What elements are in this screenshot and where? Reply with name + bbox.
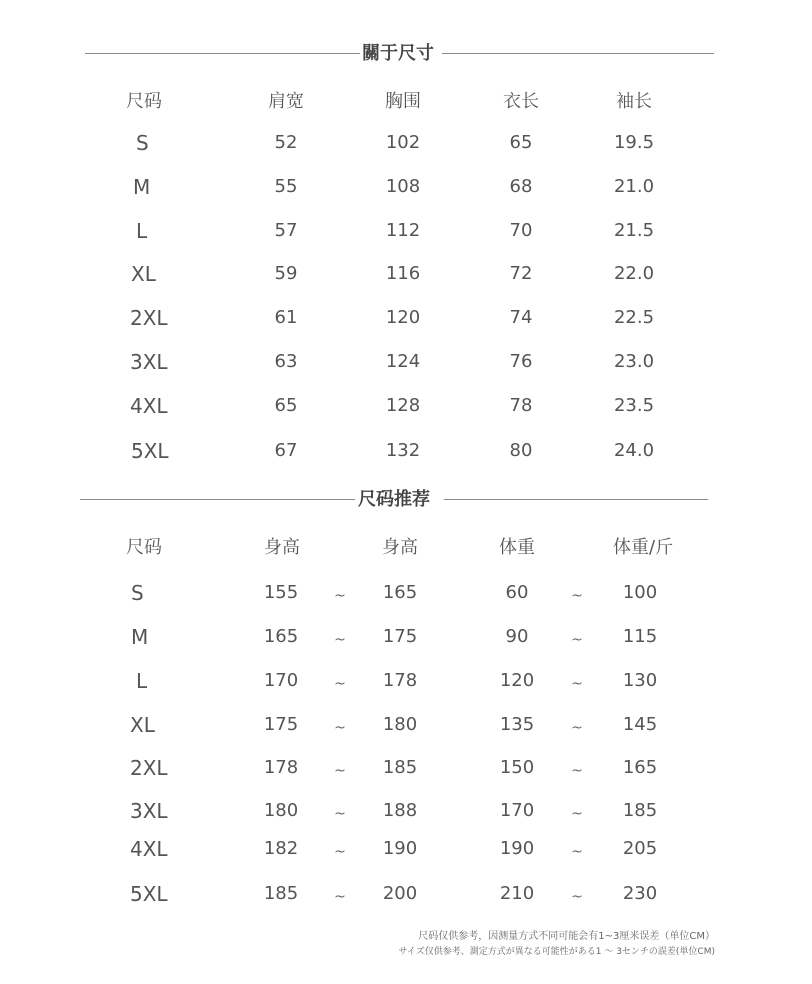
column-header: 体重/斤 [613,537,674,558]
measurement-cell: 22.0 [613,263,655,284]
height-cell: 188 [382,800,418,821]
height-cell: 165 [382,582,418,603]
height-cell: 175 [382,626,418,647]
size-label: 5XL [130,882,168,906]
title-rule-right [442,53,714,54]
measurement-cell: 70 [509,220,533,241]
height-cell: 182 [263,838,299,859]
measurement-cell: 57 [274,220,298,241]
measurement-cell: 124 [385,351,421,372]
title-rule-left [85,53,360,54]
measurement-cell: 65 [509,132,533,153]
weight-cell: 190 [499,838,535,859]
measurement-cell: 61 [274,307,298,328]
range-separator: ~ [334,676,346,692]
measurement-cell: 128 [385,395,421,416]
size-label: S [131,581,144,605]
note-chinese: 尺码仅供参考，因测量方式不同可能会有1~3厘米误差（单位CM） [418,931,715,942]
height-cell: 180 [263,800,299,821]
measurement-cell: 112 [385,220,421,241]
height-cell: 175 [263,714,299,735]
height-cell: 185 [263,883,299,904]
column-header: 肩宽 [268,91,304,112]
height-cell: 155 [263,582,299,603]
height-cell: 185 [382,757,418,778]
range-separator: ~ [334,720,346,736]
size-label: 4XL [130,394,168,418]
measurement-cell: 74 [509,307,533,328]
measurement-cell: 120 [385,307,421,328]
column-header: 尺码 [126,537,162,558]
height-cell: 178 [382,670,418,691]
weight-cell: 170 [499,800,535,821]
measurement-cell: 78 [509,395,533,416]
size-label: L [136,219,148,243]
size-label: 3XL [130,350,168,374]
weight-cell: 205 [622,838,658,859]
measurement-cell: 68 [509,176,533,197]
weight-cell: 100 [622,582,658,603]
title-rule-left [80,499,355,500]
column-header: 袖长 [616,91,652,112]
weight-cell: 185 [622,800,658,821]
column-header: 身高 [382,537,418,558]
range-separator: ~ [334,806,346,822]
range-separator: ~ [334,588,346,604]
measurement-cell: 63 [274,351,298,372]
weight-cell: 165 [622,757,658,778]
column-header: 体重 [499,537,535,558]
weight-cell: 130 [622,670,658,691]
range-separator: ~ [571,806,583,822]
size-label: 5XL [131,439,169,463]
note-japanese: サイズ仅供参考、測定方式が異なる可能性がある1 ～ 3センチの誤差(単位CM) [398,947,715,957]
measurement-cell: 67 [274,440,298,461]
measurement-cell: 55 [274,176,298,197]
weight-cell: 230 [622,883,658,904]
column-header: 衣长 [503,91,539,112]
measurement-cell: 24.0 [613,440,655,461]
title-rule-right [444,499,708,500]
measurement-cell: 72 [509,263,533,284]
size-label: XL [131,262,156,286]
size-label: XL [130,713,155,737]
range-separator: ~ [334,763,346,779]
weight-cell: 120 [499,670,535,691]
measurement-cell: 21.0 [613,176,655,197]
measurement-cell: 52 [274,132,298,153]
range-separator: ~ [571,720,583,736]
measurement-cell: 21.5 [613,220,655,241]
recommend-section-title [0,488,812,512]
recommend-section-label: 尺码推荐 [358,489,430,510]
measurement-cell: 102 [385,132,421,153]
weight-cell: 210 [499,883,535,904]
height-cell: 178 [263,757,299,778]
weight-cell: 90 [505,626,529,647]
range-separator: ~ [571,632,583,648]
size-label: L [136,669,148,693]
range-separator: ~ [571,676,583,692]
measurement-cell: 76 [509,351,533,372]
size-label: M [133,175,151,199]
size-label: M [131,625,149,649]
weight-cell: 150 [499,757,535,778]
measurement-cell: 132 [385,440,421,461]
size-label: 2XL [130,756,168,780]
weight-cell: 145 [622,714,658,735]
size-section-title [0,42,812,66]
range-separator: ~ [334,889,346,905]
measurement-cell: 59 [274,263,298,284]
weight-cell: 135 [499,714,535,735]
measurement-cell: 80 [509,440,533,461]
height-cell: 180 [382,714,418,735]
height-cell: 190 [382,838,418,859]
range-separator: ~ [571,588,583,604]
measurement-cell: 108 [385,176,421,197]
column-header: 胸围 [385,91,421,112]
weight-cell: 115 [622,626,658,647]
measurement-cell: 19.5 [613,132,655,153]
measurement-cell: 116 [385,263,421,284]
height-cell: 165 [263,626,299,647]
column-header: 身高 [264,537,300,558]
weight-cell: 60 [505,582,529,603]
measurement-cell: 65 [274,395,298,416]
range-separator: ~ [571,763,583,779]
height-cell: 200 [382,883,418,904]
size-label: 2XL [130,306,168,330]
range-separator: ~ [334,632,346,648]
height-cell: 170 [263,670,299,691]
column-header: 尺码 [126,91,162,112]
size-label: 3XL [130,799,168,823]
size-label: 4XL [130,837,168,861]
range-separator: ~ [334,844,346,860]
range-separator: ~ [571,889,583,905]
size-label: S [136,131,149,155]
measurement-cell: 22.5 [613,307,655,328]
measurement-cell: 23.0 [613,351,655,372]
measurement-cell: 23.5 [613,395,655,416]
size-section-label: 關于尺寸 [362,43,434,64]
range-separator: ~ [571,844,583,860]
